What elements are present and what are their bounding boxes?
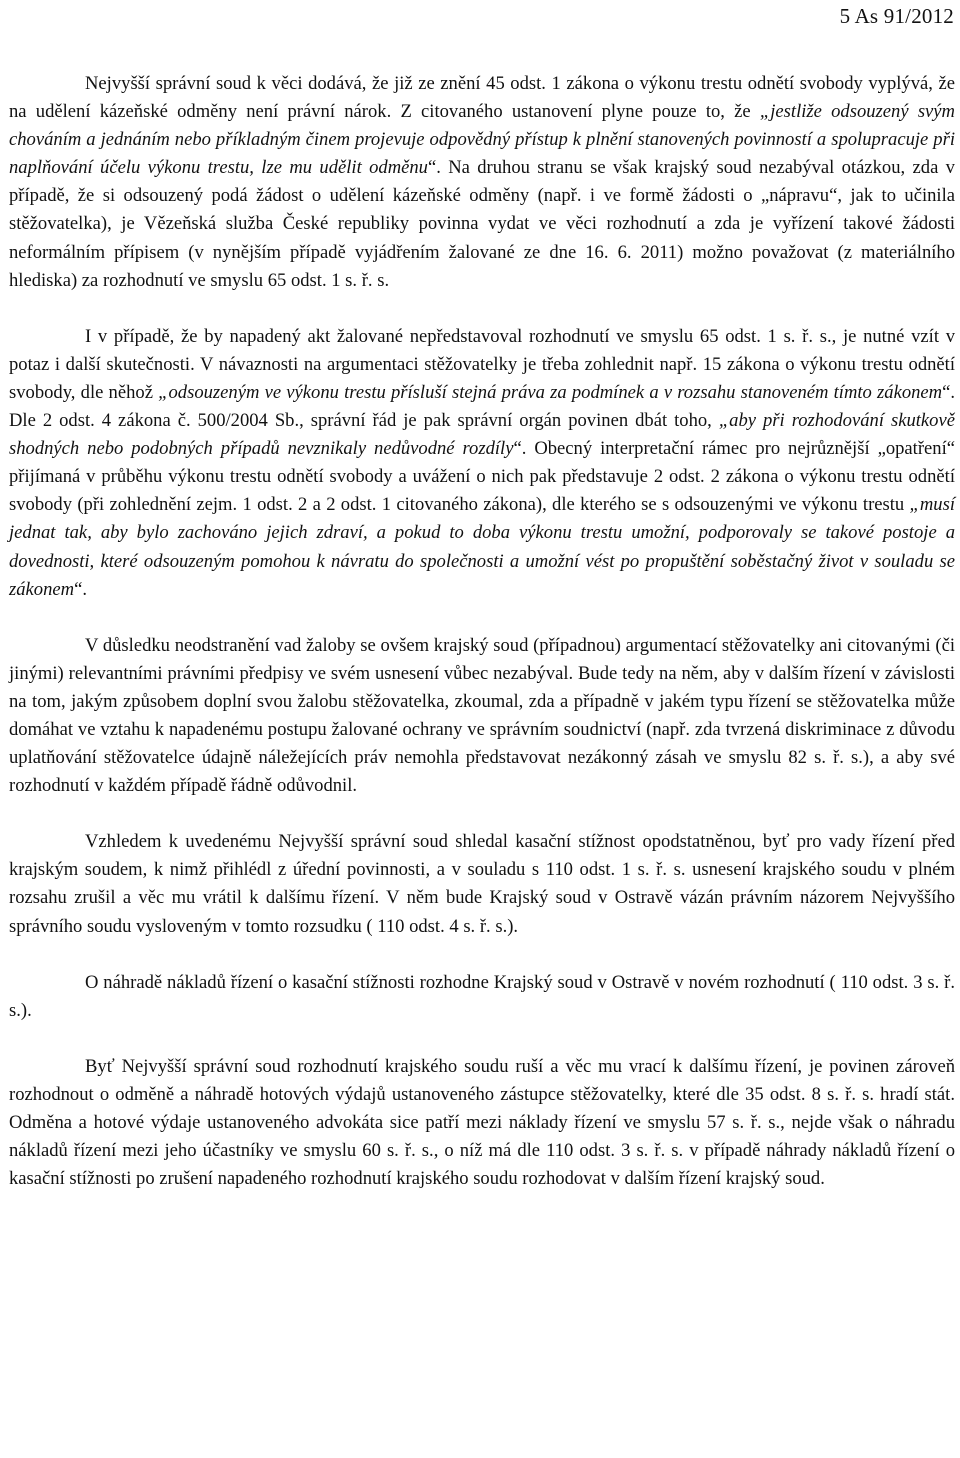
- paragraph-text: “.: [74, 578, 87, 600]
- quoted-text: „jestliže odsouzený svým chováním a jednáním nebo příkladným činem projevuje odpovědný přístup k plnění stanovených povinností a spolupracuje při naplňování účelu výkonu trestu, lze mu udělit odměnu: [9, 101, 955, 179]
- paragraph-text: “. Dle 2 odst. 4 zákona č. 500/2004 Sb., správní řád je pak správní orgán povinen dbát toho,: [9, 381, 956, 432]
- quoted-text: „aby při rozhodování skutkově shodných nebo podobných případů nevznikaly nedůvodné rozdíly: [9, 410, 955, 460]
- quoted-text: „odsouzeným ve výkonu trestu přísluší stejná práva za podmínek a v rozsahu stanoveném tímto zákonem: [158, 381, 943, 403]
- paragraph: [9, 969, 955, 1025]
- paragraph: [9, 1053, 955, 1193]
- paragraph-text: O náhradě nákladů řízení o kasační stížnosti rozhodne Krajský soud v Ostravě v novém rozhodnutí ( 110 odst. 3 s. ř. s.).: [9, 971, 955, 1021]
- paragraph-text: “. Obecný interpretační rámec pro nejrůznější „opatření“ přijímaná v průběhu výkonu trestu odnětí svobody a uvážení o nich pak představuje 2 odst. 2 zákona o výkonu trestu odnětí svobody (při zohlednění zejm. 1 odst. 2 a 2 odst. 1 citovaného zákona), dle kterého se s odsouzenými ve výkonu trestu: [9, 438, 955, 516]
- paragraph-text: I v případě, že by napadený akt žalované nepředstavoval rozhodnutí ve smyslu 65 odst. 1 s. ř. s., je nutné vzít v potaz i další skutečnosti. V návaznosti na argumentaci stěžovatelky je třeba zohlednit např. 15 zákona o výkonu trestu odnětí svobody, dle něhož: [9, 325, 955, 403]
- page-header-case-number: 5 As 91/2012: [839, 4, 954, 28]
- paragraph-text: “. Na druhou stranu se však krajský soud nezabýval otázkou, zda v případě, že si odsouzený podá žádost o udělení kázeňské odměny (např. i ve formě žádosti o „nápravu“, jak to učinila stěžovatelka), je Vězeňská služba České republiky povinna vydat ve věci rozhodnutí a zda je vyřízení takové žádosti neformálním přípisem (v nynějším případě vyjádřením žalované ze dne 16. 6. 2011) možno považovat (z materiálního hlediska) za rozhodnutí ve smyslu 65 odst. 1 s. ř. s.: [9, 157, 955, 291]
- document-body: [9, 70, 955, 1193]
- paragraph: [9, 323, 955, 604]
- paragraph: [9, 828, 955, 940]
- paragraph-text: V důsledku neodstranění vad žaloby se ovšem krajský soud (případnou) argumentací stěžovatelky ani citovanými (či jinými) relevantními právními předpisy ve svém usnesení vůbec nezabýval. Bude tedy na něm, aby v dalším řízení v závislosti na tom, jakým způsobem doplní svou žalobu stěžovatelka, zkoumal, zda a případně v jakém typu řízení se stěžovatelka může domáhat ve vztahu k napadenému postupu žalované ochrany ve správním soudnictví (např. zda tvrzená diskriminace z důvodu uplatňování stěžovatelce údajně náležejících práv nemohla představovat nezákonný zásah ve smyslu 82 s. ř. s.), a aby své rozhodnutí v každém případě řádně odůvodnil.: [9, 634, 955, 797]
- paragraph: [9, 70, 955, 295]
- quoted-text: „musí jednat tak, aby bylo zachováno jejich zdraví, a pokud to doba výkonu trestu umožní, podporovaly se takové postoje a dovednosti, které odsouzeným pomohou k návratu do společnosti a umožní vést po propuštění soběstačný život v souladu se zákonem: [9, 494, 955, 600]
- paragraph: [9, 632, 955, 801]
- paragraph-text: Byť Nejvyšší správní soud rozhodnutí krajského soudu ruší a věc mu vrací k dalšímu řízení, je povinen zároveň rozhodnout o odměně a náhradě hotových výdajů ustanoveného zástupce stěžovatelky, které dle 35 odst. 8 s. ř. s. hradí stát. Odměna a hotové výdaje ustanoveného advokáta sice patří mezi náklady řízení ve smyslu 57 s. ř. s., nejde však o náhradu nákladů řízení mezi jeho účastníky ve smyslu 60 s. ř. s., o níž má dle 110 odst. 3 s. ř. s. v případě náhrady nákladů řízení o kasační stížnosti po zrušení napadeného rozhodnutí krajského soudu rozhodovat v dalším řízení krajský soud.: [9, 1055, 955, 1190]
- paragraph-text: Nejvyšší správní soud k věci dodává, že již ze znění 45 odst. 1 zákona o výkonu trestu odnětí svobody vyplývá, že na udělení kázeňské odměny není právní nárok. Z citovaného ustanovení plyne pouze to, že: [9, 73, 955, 123]
- paragraph-text: Vzhledem k uvedenému Nejvyšší správní soud shledal kasační stížnost opodstatněnou, byť pro vady řízení před krajským soudem, k nimž přihlédl z úřední povinnosti, a v souladu s 110 odst. 1 s. ř. s. usnesení krajského soudu v plném rozsahu zrušil a věc mu vrátil k dalšímu řízení. V něm bude Krajský soud v Ostravě vázán právním názorem Nejvyššího správního soudu vysloveným v tomto rozsudku ( 110 odst. 4 s. ř. s.).: [9, 831, 955, 937]
